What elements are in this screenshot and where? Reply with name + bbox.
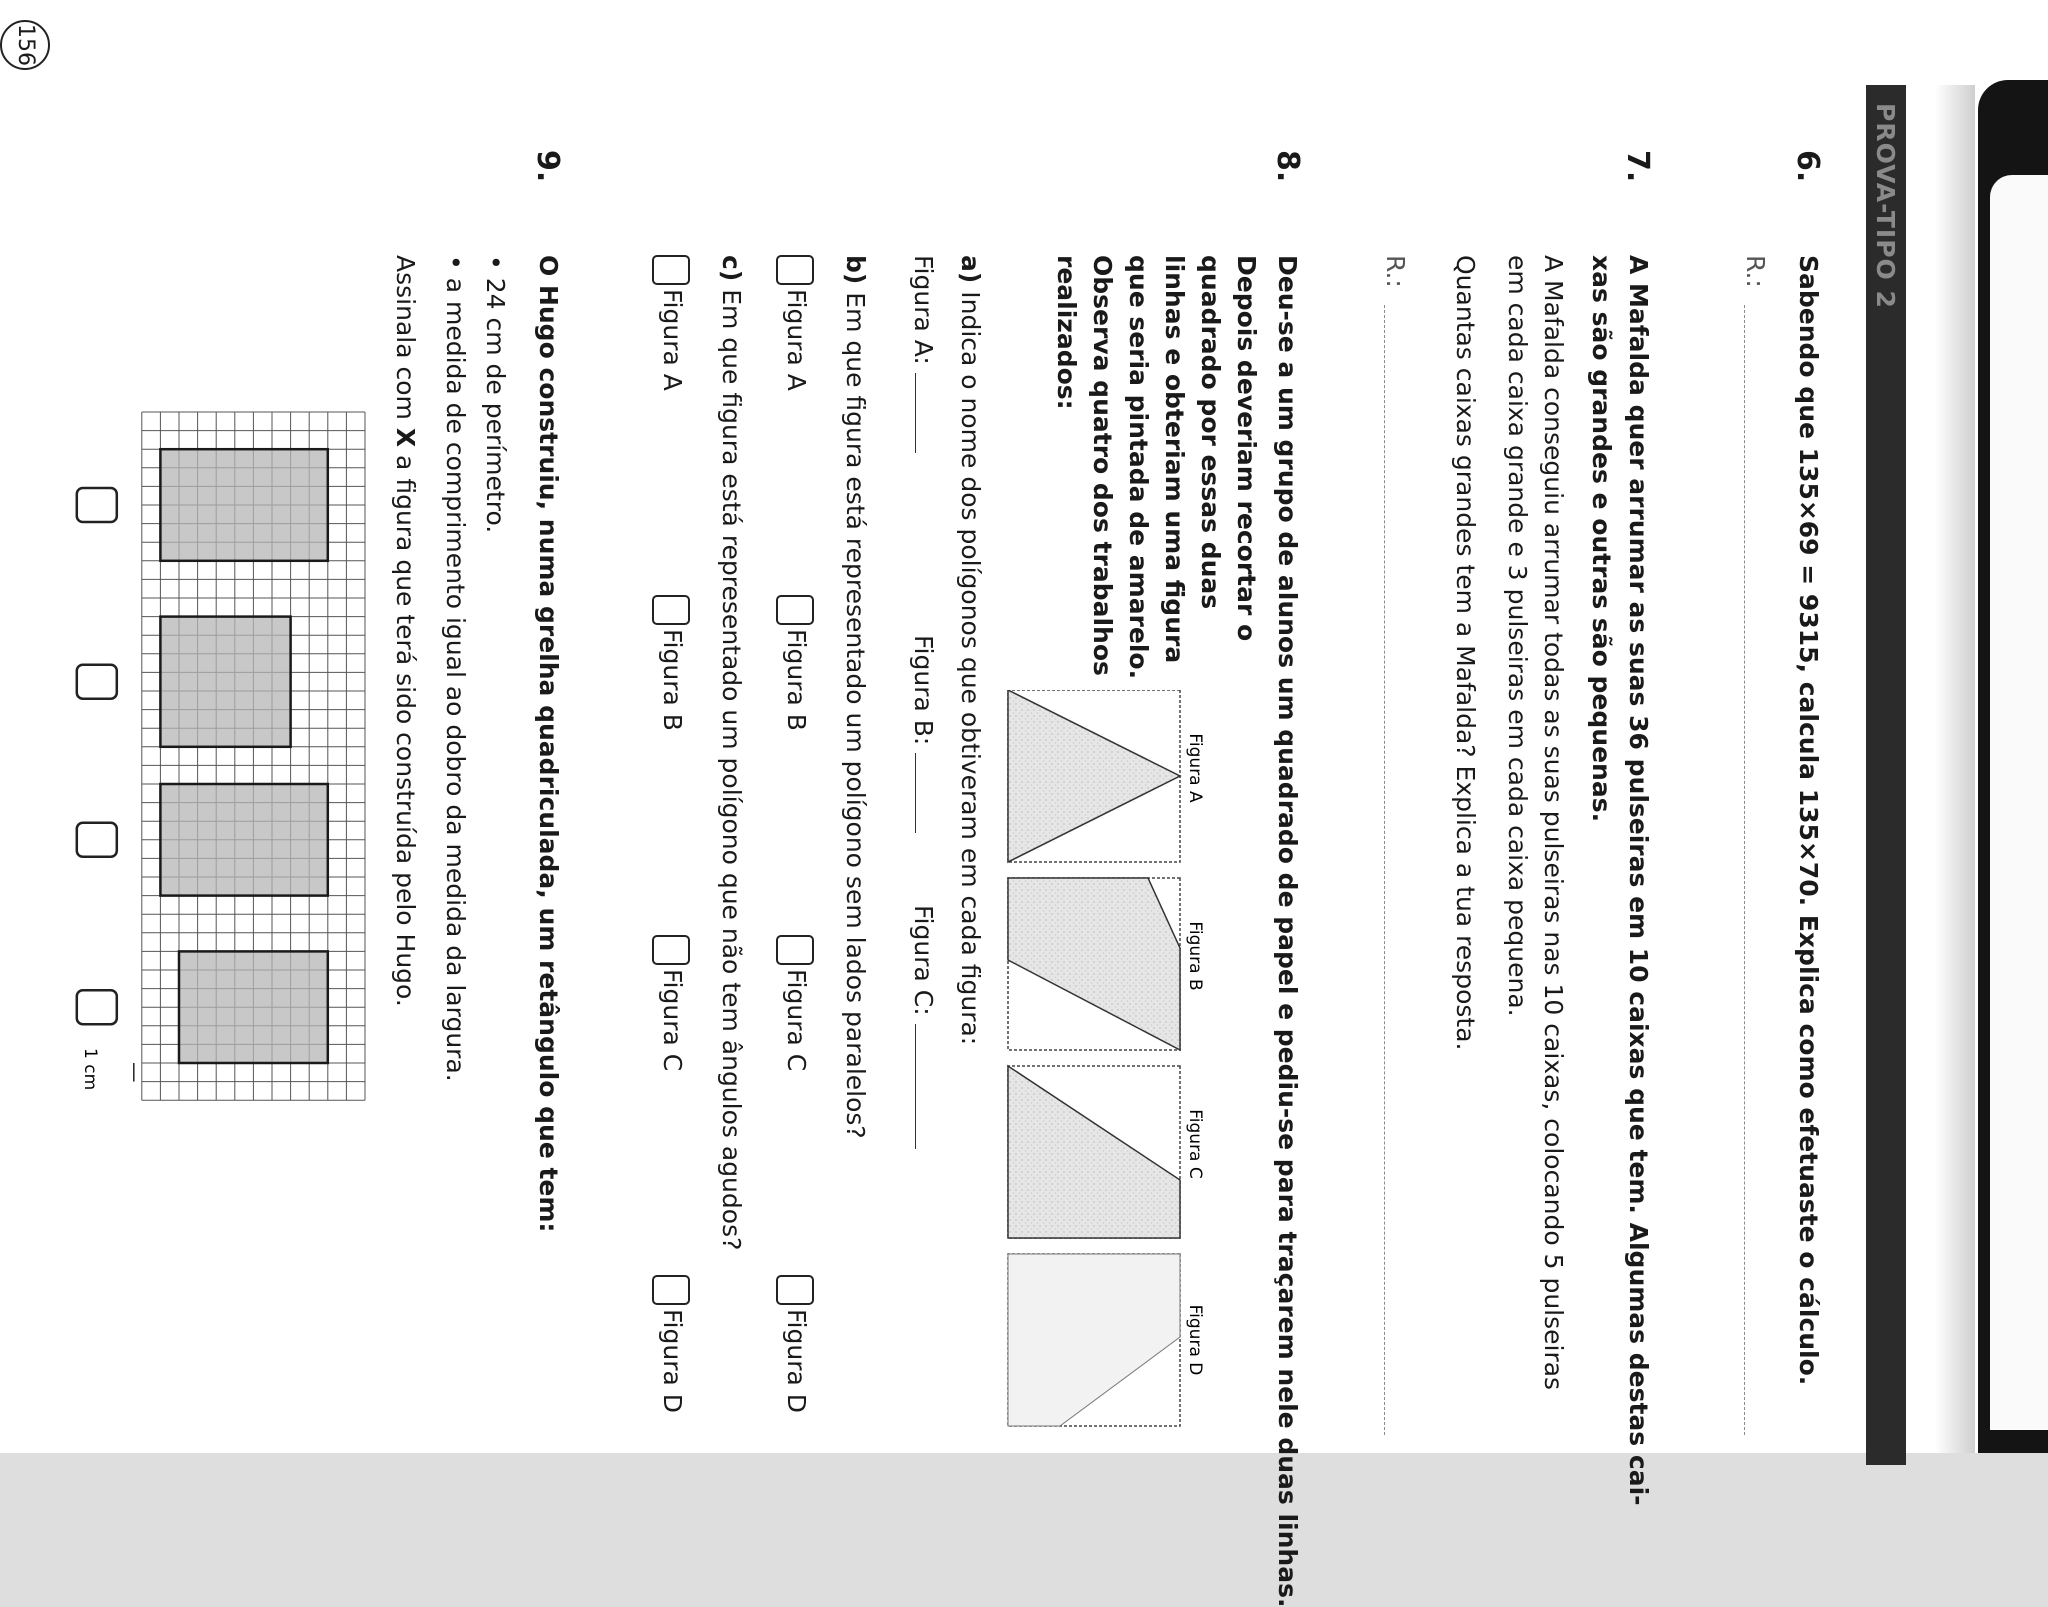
q8a-blank-b-line[interactable]: [915, 753, 916, 833]
candidate-rectangle-1: [160, 449, 327, 561]
shaded-rectangles: [160, 449, 327, 1063]
q7-answer-prefix: R.:: [1381, 255, 1410, 288]
q8-intro-line: que seria pintada de amarelo.: [1124, 255, 1153, 680]
q8-intro-line: quadrado por essas duas: [1196, 255, 1225, 610]
q8-intro-line: linhas e obteriam uma figura: [1160, 255, 1189, 664]
scale-label: 1 cm: [80, 1048, 100, 1091]
next-page-edge: [1990, 175, 2048, 1430]
q9-bullet-1-text: 24 cm de perímetro.: [481, 277, 510, 534]
q8b-text: Em que figura está representado um polígono sem lados paralelos?: [841, 292, 870, 1139]
q8-intro-line: Observa quatro dos trabalhos: [1088, 255, 1117, 676]
q8a-blank-b: [909, 635, 938, 833]
option-label: Figura A: [782, 289, 811, 391]
checkbox[interactable]: [652, 595, 690, 625]
q8a-blank-c-line[interactable]: [915, 1024, 916, 1149]
q6-answer-prefix: R.:: [1741, 255, 1770, 288]
q7-question-line1: A Mafalda quer arrumar as suas 36 pulseiras em 10 caixas que tem. Algumas destas cai-: [1624, 255, 1653, 1506]
figure-d-label: Figura D: [1185, 1304, 1205, 1376]
q9-instruction-post: a figura que terá sido construída pelo Hugo.: [391, 447, 420, 1007]
figure-c-label: Figura C: [1185, 1109, 1205, 1179]
candidate-rectangle-3: [160, 784, 327, 896]
q7-body-question: Quantas caixas grandes tem a Mafalda? Explica a tua resposta.: [1451, 255, 1480, 1051]
header-bar: [1866, 85, 1906, 1465]
answer-box-4[interactable]: [77, 990, 117, 1024]
q8c-option-b[interactable]: [652, 595, 690, 731]
checkbox[interactable]: [776, 935, 814, 965]
q8c-text: Em que figura está representado um polígono que não tem ângulos agudos?: [717, 289, 746, 1251]
q9-instruction-mark: X: [391, 427, 420, 448]
q8a-prompt: [956, 255, 985, 1045]
q8c-option-d[interactable]: [652, 1275, 690, 1413]
q7-body-line2: em cada caixa grande e 3 pulseiras em cada caixa pequena.: [1503, 255, 1532, 1017]
option-label: Figura C: [782, 969, 811, 1072]
q8a-blank-a: [909, 255, 938, 453]
q8a-blank-c: [909, 905, 938, 1149]
answer-box-2[interactable]: [77, 665, 117, 699]
figure-b-label: Figura B: [1185, 921, 1205, 991]
q8c-label: c): [717, 255, 746, 282]
q7-answer-line[interactable]: [1384, 305, 1385, 1435]
figure-b: [1008, 878, 1180, 1050]
q8b-label: b): [841, 255, 870, 285]
q8a-text: Indica o nome dos polígonos que obtiveram em cada figura:: [956, 291, 985, 1046]
q7-question-line2: xas são grandes e outras são pequenas.: [1587, 255, 1616, 823]
checkbox[interactable]: [776, 595, 814, 625]
q8b-option-a[interactable]: [776, 255, 814, 391]
q8b-option-c[interactable]: [776, 935, 814, 1071]
q8c-option-c[interactable]: [652, 935, 690, 1071]
candidate-rectangle-2: [160, 617, 290, 747]
option-label: Figura C: [658, 969, 687, 1072]
figure-a-label: Figura A: [1185, 733, 1205, 803]
q8a-blank-b-label: Figura B:: [909, 635, 938, 746]
q8-intro-line1: Deu-se a um grupo de alunos um quadrado de papel e pediu-se para traçarem nele duas linhas.: [1273, 255, 1302, 1607]
checkbox[interactable]: [776, 255, 814, 285]
q8-figures: [990, 690, 1210, 1450]
option-label: Figura B: [658, 629, 687, 731]
option-label: Figura A: [658, 289, 687, 391]
q8b-option-d[interactable]: [776, 1275, 814, 1413]
option-label: Figura D: [782, 1309, 811, 1414]
q6-question: Sabendo que 135×69 = 9315, calcula 135×70. Explica como efetuaste o cálculo.: [1794, 255, 1823, 1386]
checkbox[interactable]: [776, 1275, 814, 1305]
q8b-option-b[interactable]: [776, 595, 814, 731]
figure-a: [1008, 690, 1180, 862]
q7-number: 7.: [1620, 150, 1655, 183]
q9-number: 9.: [530, 150, 565, 183]
q8b-prompt: [841, 255, 870, 1139]
q9-bullet-1: • 24 cm de perímetro.: [481, 255, 510, 534]
figure-c: [1008, 1066, 1180, 1238]
q8c-prompt: [717, 255, 746, 1250]
answer-box-3[interactable]: [77, 823, 117, 857]
checkbox[interactable]: [652, 935, 690, 965]
q8-number: 8.: [1270, 150, 1305, 183]
q9-question: O Hugo construiu, numa grelha quadriculada, um retângulo que tem:: [534, 255, 563, 1233]
answer-boxes: [77, 488, 134, 1082]
answer-box-1[interactable]: [77, 488, 117, 522]
candidate-rectangle-4: [179, 951, 328, 1063]
q8a-blank-a-label: Figura A:: [909, 255, 938, 365]
q9-instruction-pre: Assinala com: [391, 255, 420, 428]
q7-body-line1: A Mafalda conseguiu arrumar todas as suas pulseiras nas 10 caixas, colocando 5 pulseiras: [1539, 255, 1568, 1391]
q8a-blank-a-line[interactable]: [915, 373, 916, 453]
checkbox[interactable]: [652, 255, 690, 285]
checkbox[interactable]: [652, 1275, 690, 1305]
q9-instruction: [391, 255, 420, 1007]
q8a-label: a): [956, 255, 985, 284]
q6-answer-line[interactable]: [1744, 305, 1745, 1435]
q9-grid-figure: [75, 410, 385, 1110]
header-label: PROVA-TIPO 2: [1871, 103, 1900, 309]
q9-bullet-2-text: a medida de comprimento igual ao dobro da medida da largura.: [441, 277, 470, 1082]
q8-intro-line: Depois deveriam recortar o: [1232, 255, 1261, 642]
q8-intro-block: [1048, 255, 1264, 679]
figure-d: [1008, 1254, 1180, 1426]
q8-intro-line: realizados:: [1052, 255, 1081, 410]
q8a-blank-c-label: Figura C:: [909, 905, 938, 1016]
page-number: 156: [0, 20, 50, 70]
option-label: Figura D: [658, 1309, 687, 1414]
option-label: Figura B: [782, 629, 811, 731]
q8c-option-a[interactable]: [652, 255, 690, 391]
q9-bullet-2: • a medida de comprimento igual ao dobro da medida da largura.: [441, 255, 470, 1082]
q6-number: 6.: [1790, 150, 1825, 183]
